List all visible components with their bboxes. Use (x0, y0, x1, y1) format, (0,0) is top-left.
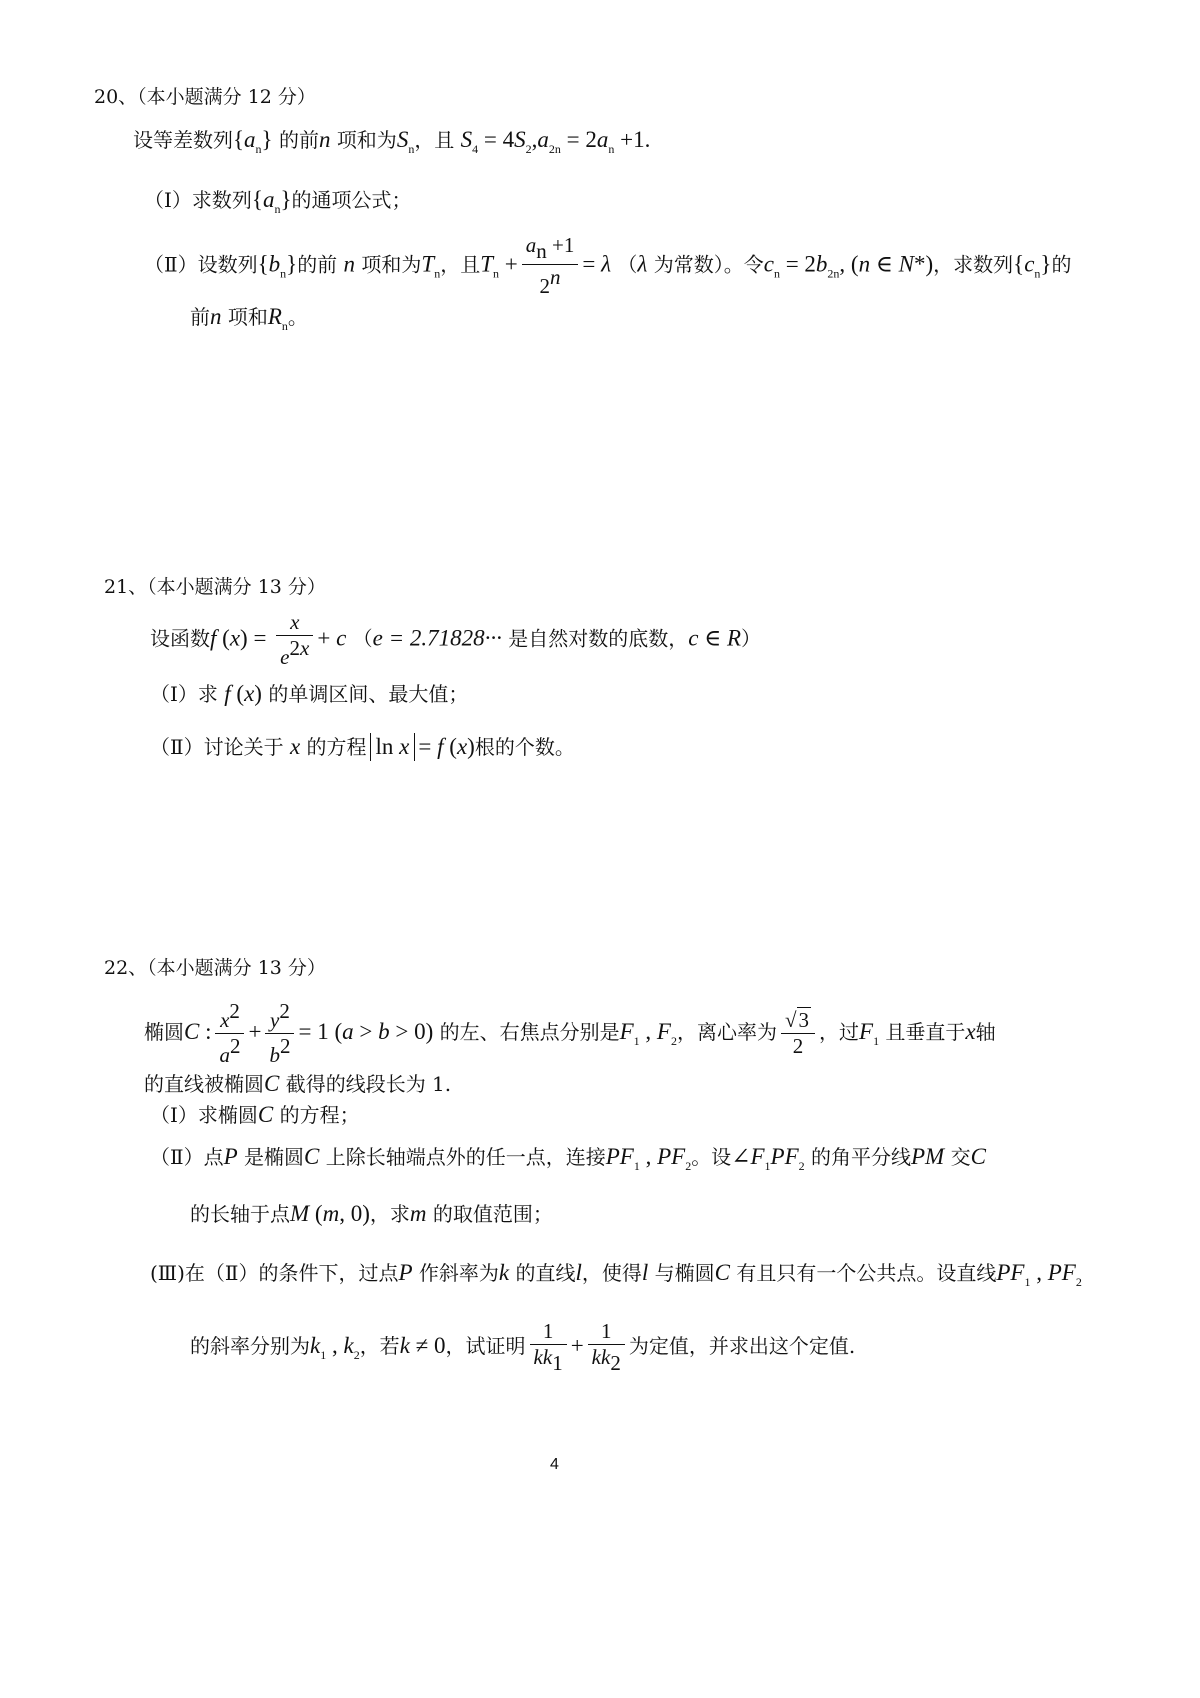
q22-part3-line2: 的斜率分别为$k_1$ , $k_2$，若k ≠ 0，试证明 $\frac{1}{kk1}$ + $\frac{1}{kk2}$ 为定值，并求出这个定值. (190, 1319, 856, 1375)
q22-header: 22、（本小题满分 13 分） (104, 957, 326, 979)
page-number: 4 (550, 1456, 559, 1473)
q21-fraction: $\frac{x}{e2x}$ (276, 612, 313, 668)
q22-part3: (Ⅲ)在（Ⅱ）的条件下，过点P 作斜率为k 的直线l，使得l 与椭圆C 有且只有一个公共点。设直线$PF_1$ , $PF_2$ (150, 1260, 1082, 1289)
q22-intro: 椭圆C : $\frac{x2}{a2}$ + $\frac{y2}{b2}$ = 1 (a > b > 0) 的左、右焦点分别是$F_1$ , $F_2$，离心率为 $\frac{√3}{2}$ ，过$F_1$ 且垂直于x轴 (144, 999, 996, 1067)
q22-fraction-k1: $\frac{1}{kk1}$ (530, 1321, 567, 1374)
q22-intro-line2: 的直线被椭圆C 截得的线段长为 1. (144, 1071, 452, 1096)
q22-eccentricity: $\frac{√3}{2}$ (781, 1010, 815, 1057)
q20-part2-line2: 前n 项和$R_n$。 (190, 304, 308, 333)
q22-fraction-x: $\frac{x2}{a2}$ (215, 1001, 244, 1066)
q21-part1: （Ⅰ）求 f (x) 的单调区间、最大值； (150, 681, 469, 706)
q22-part1: （Ⅰ）求椭圆C 的方程； (150, 1102, 360, 1127)
q22-part2-line2: 的长轴于点M (m, 0)，求m 的取值范围； (190, 1201, 553, 1226)
q20-part2: （Ⅱ）设数列$\{b_n\}$的前 n 项和为$T_n$，且$T_n$ + $\frac{an +1}{2n}$ = λ （λ 为常数）。令$c_n = 2b_{2n}$, (n ∈ N*)，求数列$\{c_n\}$的 (144, 233, 1072, 298)
q22-fraction-k2: $\frac{1}{kk2}$ (588, 1321, 625, 1374)
q21-part2: （Ⅱ）讨论关于 x 的方程 ln x = f (x)根的个数。 (150, 733, 575, 761)
q21-header: 21、（本小题满分 13 分） (104, 576, 326, 598)
q20-part1: （Ⅰ）求数列$\{a_n\}$的通项公式； (144, 187, 412, 216)
q20-fraction: $\frac{an +1}{2n}$ (522, 235, 579, 297)
q21-intro: 设函数f (x) = $\frac{x}{e2x}$ + c （e = 2.71828··· 是自然对数的底数，c ∈ R） (150, 610, 762, 669)
q22-fraction-y: $\frac{y2}{b2}$ (265, 1001, 294, 1066)
q20-header: 20、（本小题满分 12 分） (94, 86, 316, 108)
q22-part2: （Ⅱ）点P 是椭圆C 上除长轴端点外的任一点，连接$PF_1$ , $PF_2$。设$\angle F_1PF_2$ 的角平分线PM 交C (150, 1144, 986, 1173)
q20-intro: 设等差数列$\{a_n\}$ 的前n 项和为$S_n$，且 $S_4 = 4S_2,a_{2n} = 2a_n +1$. (133, 127, 651, 156)
